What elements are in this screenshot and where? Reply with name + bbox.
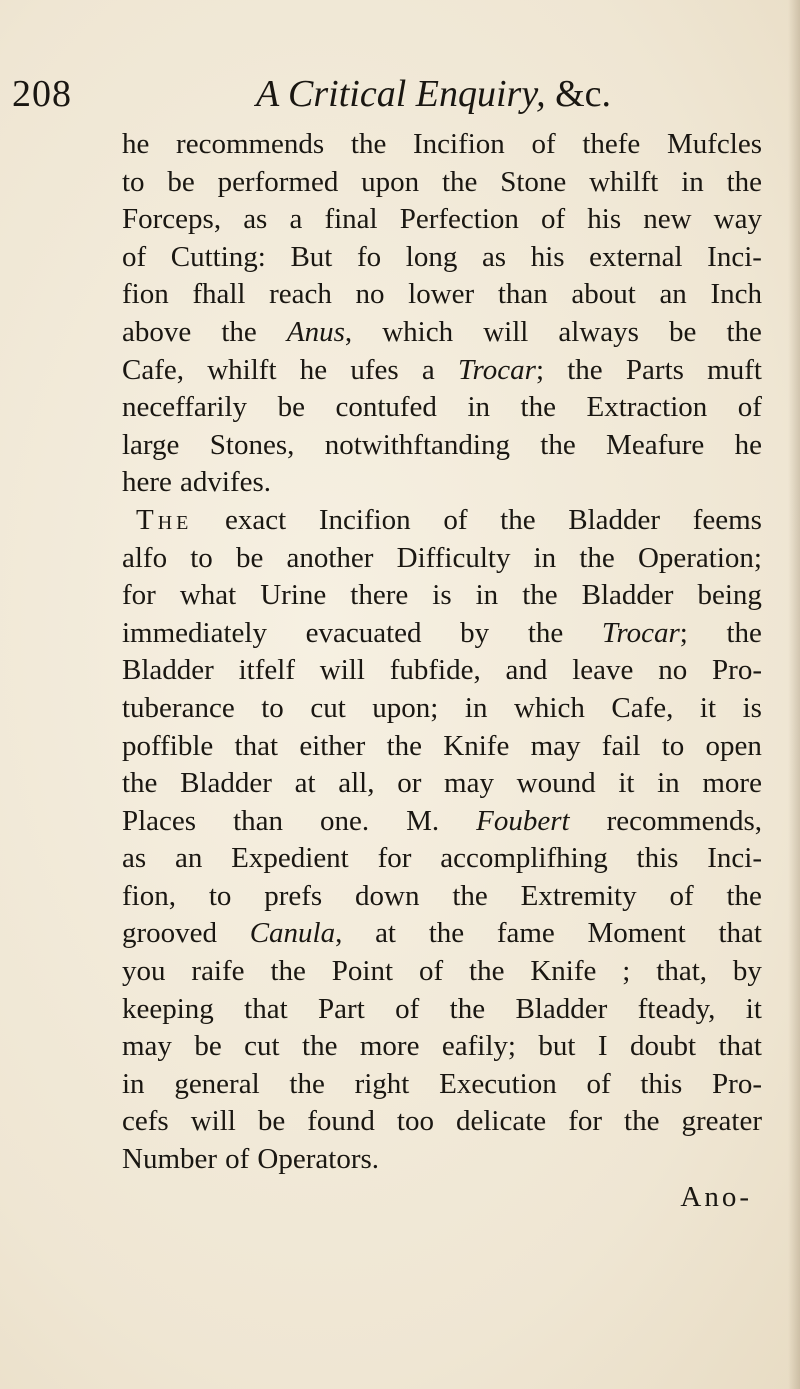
running-head-etc: &c.	[545, 73, 612, 115]
text-line: The exact Incifion of the Bladder feems	[136, 503, 762, 536]
running-head	[256, 72, 611, 116]
text-line: the Bladder at all, or may wound it in more	[122, 767, 762, 800]
text-line: fion, to prefs down the Extremity of the	[122, 879, 762, 912]
page-edge-shadow	[788, 0, 800, 1389]
text-line: he recommends the Incifion of thefe Mufcles	[122, 128, 762, 160]
text-line: as an Expedient for accomplifhing this Inci-	[122, 842, 762, 875]
text-line: Bladder itfelf will fubfide, and leave no Pro-	[122, 654, 762, 687]
text-line: to be performed upon the Stone whilft in the	[122, 165, 762, 198]
text-line: poffible that either the Knife may fail to open	[122, 729, 762, 762]
text-line: here advifes.	[122, 466, 272, 499]
page-number: 208	[12, 73, 72, 115]
text-line: grooved Canula, at the fame Moment that	[122, 917, 762, 950]
text-line: of Cutting: But fo long as his external Inci-	[122, 240, 762, 273]
text-line: in general the right Execution of this Pro-	[122, 1067, 762, 1100]
catchword: Ano-	[680, 1180, 752, 1213]
text-line: tuberance to cut upon; in which Cafe, it is	[122, 691, 762, 724]
text-line: Number of Operators.	[122, 1143, 380, 1176]
body-text	[122, 126, 762, 1216]
text-line: for what Urine there is in the Bladder being	[122, 579, 762, 612]
text-line: you raife the Point of the Knife ; that, by	[122, 955, 762, 988]
text-line: neceffarily be contufed in the Extraction of	[122, 391, 762, 424]
text-line: may be cut the more eafily; but I doubt that	[122, 1030, 762, 1063]
running-head-title: A Critical Enquiry,	[256, 73, 546, 115]
text-line: fion fhall reach no lower than about an Inch	[122, 278, 762, 311]
page-header	[0, 72, 800, 122]
text-line: immediately evacuated by the Trocar; the	[122, 616, 762, 649]
text-line: large Stones, notwithftanding the Meafure he	[122, 428, 762, 461]
text-line: Cafe, whilft he ufes a Trocar; the Parts muft	[122, 353, 762, 386]
text-line: keeping that Part of the Bladder fteady, it	[122, 992, 762, 1025]
text-line: Forceps, as a final Perfection of his new way	[122, 203, 762, 236]
text-line: alfo to be another Difficulty in the Operation;	[122, 541, 762, 574]
text-line: cefs will be found too delicate for the greater	[122, 1105, 762, 1138]
text-line: Places than one. M. Foubert recommends,	[122, 804, 762, 837]
text-line: above the Anus, which will always be the	[122, 315, 762, 348]
